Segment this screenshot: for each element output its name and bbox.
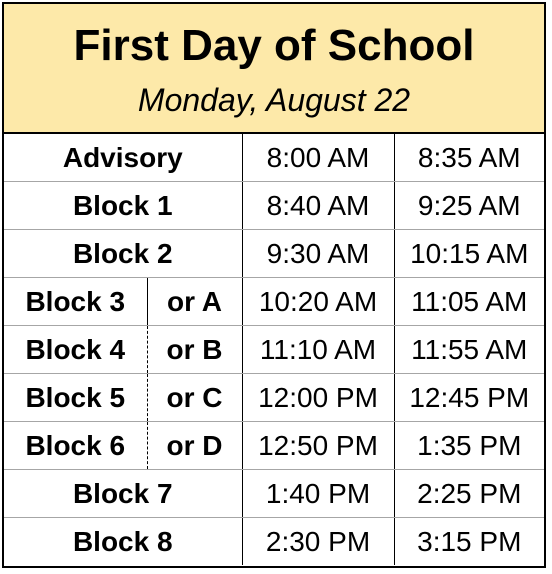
period-label: Block 8 [4, 518, 242, 566]
table-row [4, 230, 544, 278]
start-time: 2:30 PM [242, 518, 394, 566]
schedule-title: First Day of School [73, 21, 475, 70]
start-time: 10:20 AM [242, 278, 394, 326]
end-time: 11:05 AM [394, 278, 544, 326]
start-time: 8:40 AM [242, 182, 394, 230]
period-label: Block 5 [4, 374, 147, 422]
end-time: 3:15 PM [417, 526, 522, 557]
start-time: 1:40 PM [242, 470, 394, 518]
period-alt-label: or A [147, 278, 242, 326]
period-alt-label: or D [147, 422, 242, 470]
table-row [4, 278, 544, 326]
end-time: 9:25 AM [394, 182, 544, 230]
start-time: 12:00 PM [242, 374, 394, 422]
end-time: 2:25 PM [394, 470, 544, 518]
period-label: Block 6 [4, 422, 147, 470]
schedule-date: Monday, August 22 [137, 82, 411, 118]
end-time: 11:55 AM [394, 326, 544, 374]
table-row [4, 470, 544, 518]
schedule-header [4, 4, 544, 134]
table-row [4, 326, 544, 374]
start-time: 9:30 AM [242, 230, 394, 278]
table-row [4, 518, 544, 566]
period-label: Block 4 [4, 326, 147, 374]
period-label: Block 1 [4, 182, 242, 230]
period-label: Block 2 [4, 230, 242, 278]
period-alt-label: or C [147, 374, 242, 422]
table-row [4, 134, 544, 182]
period-label: Block 3 [4, 278, 147, 326]
period-alt-label: or B [147, 326, 242, 374]
table-row [4, 182, 544, 230]
schedule-table [4, 134, 544, 565]
start-time: 8:00 AM [242, 134, 394, 182]
end-time: 8:35 AM [394, 134, 544, 182]
end-time: 1:35 PM [394, 422, 544, 470]
period-label: Block 7 [4, 470, 242, 518]
end-time: 10:15 AM [394, 230, 544, 278]
start-time: 12:50 PM [242, 422, 394, 470]
period-label: Advisory [4, 134, 242, 182]
start-time: 11:10 AM [242, 326, 394, 374]
table-row [4, 422, 544, 470]
table-row [4, 374, 544, 422]
end-time: 12:45 PM [394, 374, 544, 422]
schedule-card [2, 2, 546, 568]
